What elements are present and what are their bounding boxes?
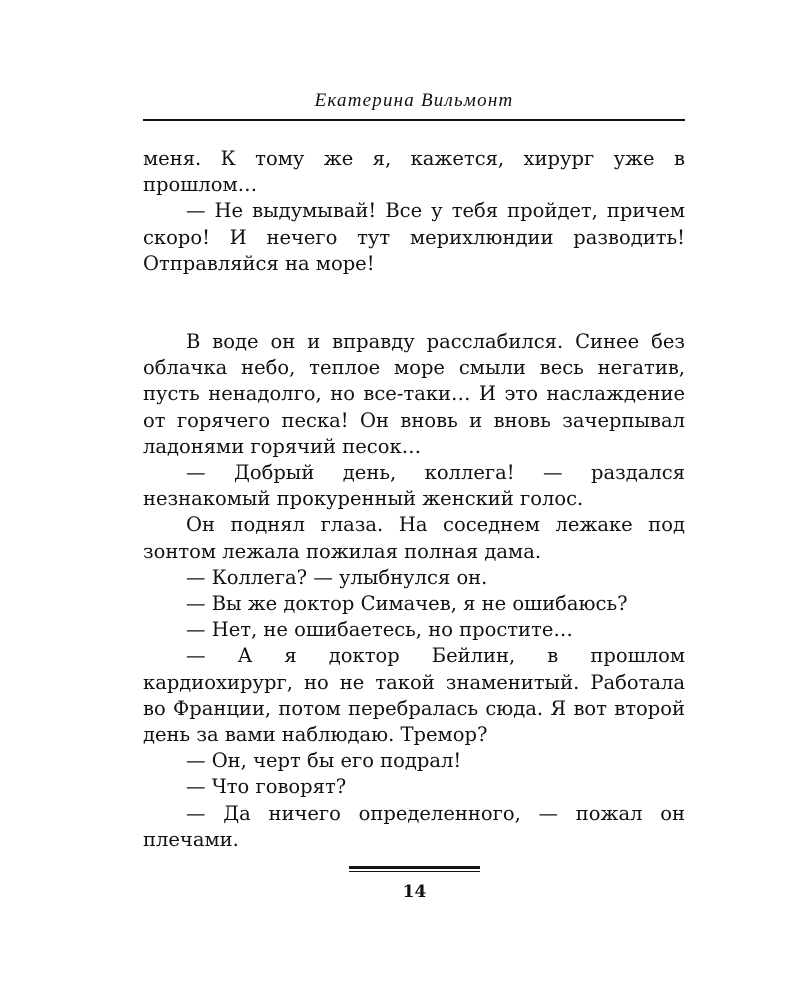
page-body-text (143, 146, 685, 853)
paragraph-5: Он поднял глаза. На соседнем лежаке под зонтом лежала пожилая полная дама. (143, 513, 685, 563)
paragraph-12: — Да ничего определенного, — пожал он плечами. (143, 801, 685, 851)
paragraph-8: — Нет, не ошибаетесь, но простите… (186, 618, 573, 642)
paragraph-7: — Вы же доктор Симачев, я не ошибаюсь? (186, 592, 628, 616)
paragraph-11: — Что говорят? (186, 775, 347, 799)
paragraph-6: — Коллега? — улыбнулся он. (186, 565, 488, 589)
paragraph-4: — Добрый день, коллега! — раздался незнакомый прокуренный женский голос. (143, 461, 685, 511)
paragraph-9: — А я доктор Бейлин, в прошлом кардиохирург, но не такой знаменитый. Работала во Франции, потом перебралась сюда. Я вот второй день за вами наблюдаю. Тремор? (143, 644, 685, 747)
paragraph-1: меня. К тому же я, кажется, хирург уже в прошлом… (143, 147, 685, 197)
footer-rule (349, 866, 480, 869)
running-header-title: Екатерина Вильмонт (314, 90, 514, 111)
page-number: 14 (402, 882, 427, 902)
paragraph-10: — Он, черт бы его подрал! (186, 749, 462, 773)
header-rule (143, 119, 685, 121)
paragraph-3: В воде он и вправду расслабился. Синее без облачка небо, теплое море смыли весь негатив, пусть ненадолго, но все-таки… И это наслаждение от горячего песка! Он вновь и вновь зачерпывал ладонями горячий песок… (143, 330, 685, 458)
section-break (143, 277, 685, 329)
paragraph-2: — Не выдумывай! Все у тебя пройдет, причем скоро! И нечего тут мерихлюндии разводить! Отправляйся на море! (143, 199, 685, 275)
